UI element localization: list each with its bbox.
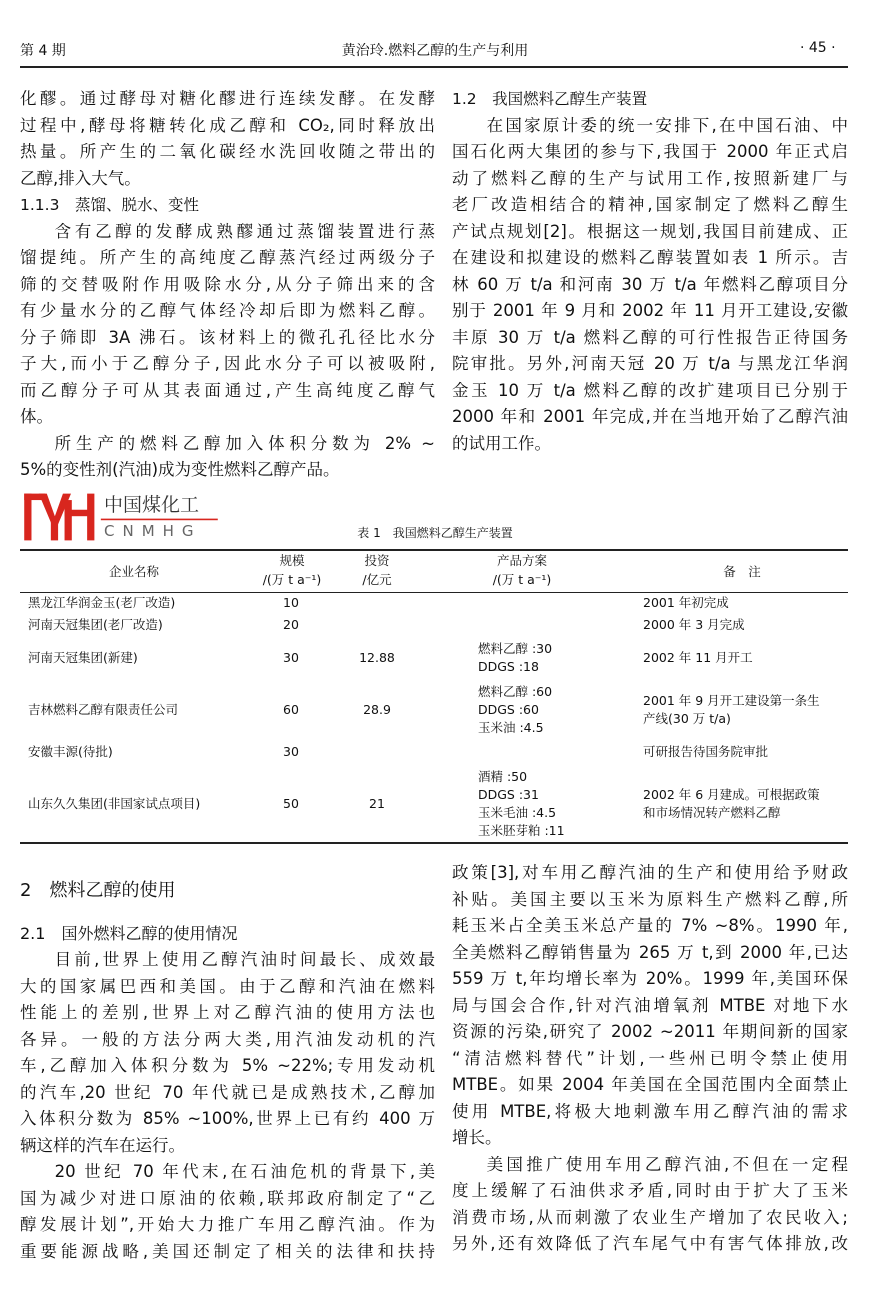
- running-title: 黄治玲.燃料乙醇的生产与利用: [341, 43, 529, 59]
- text-line: 在国家原计委的统一安排下,在中国石油、中: [486, 115, 848, 135]
- right-column-top: [452, 86, 848, 457]
- text-line: 子大,而小于乙醇分子,因此水分子可以被吸附,: [20, 354, 435, 373]
- text-line: 5%的变性剂(汽油)成为变性燃料乙醇产品。: [20, 460, 340, 479]
- header-scale-unit: /(万 t a⁻¹): [262, 572, 322, 587]
- cell-note: 和市场情况转产燃料乙醇: [643, 805, 781, 820]
- cell-company: 河南天冠集团(新建): [28, 650, 138, 665]
- text-line: 辆这样的汽车在运行。: [20, 1135, 185, 1155]
- subheading: 1.1.3 蒸馏、脱水、变性: [20, 196, 199, 214]
- text-line: 的汽车,20 世纪 70 年代就已是成熟技术,乙醇加: [20, 1082, 435, 1102]
- header-scale: 规模: [279, 553, 305, 568]
- text-line: 2000 年和 2001 年完成,并在当地开始了乙醇汽油: [452, 407, 848, 426]
- text-line: 耗玉米占全美玉米总产量的 7% ~8%。1990 年,: [452, 916, 848, 935]
- text-line: 老厂改造相结合的精神,国家制定了燃料乙醇生: [452, 195, 848, 214]
- table-header-rule: [20, 592, 848, 593]
- cell-company: 黑龙江华润金玉(老厂改造): [28, 595, 176, 610]
- table-caption: 表 1 我国燃料乙醇生产装置: [357, 526, 513, 540]
- left-column-top: [20, 86, 435, 484]
- text-line: “清洁燃料替代”计划,一些州已明令禁止使用: [452, 1048, 848, 1068]
- header-product: 产品方案: [496, 553, 548, 568]
- subheading: 1.2 我国燃料乙醇生产装置: [452, 90, 648, 108]
- cell-company: 吉林燃料乙醇有限责任公司: [28, 702, 179, 717]
- text-line: 补贴。美国主要以玉米为原料生产燃料乙醇,所: [452, 889, 848, 909]
- cell-scale: 50: [283, 796, 299, 811]
- text-line: 筛的交替吸附作用吸除水分,从分子筛出来的含: [20, 274, 435, 294]
- cell-product: 玉米胚芽粕 :11: [478, 823, 565, 838]
- text-line: 所生产的燃料乙醇加入体积分数为 2% ~: [54, 433, 435, 453]
- text-line: 化醪。通过酵母对糖化醪进行连续发酵。在发酵: [20, 89, 435, 108]
- right-column-bottom: [452, 860, 848, 1258]
- cell-company: 河南天冠集团(老厂改造): [28, 617, 163, 632]
- section-heading: 2 燃料乙醇的使用: [20, 880, 176, 901]
- text-line: 使用 MTBE,将极大地刺激车用乙醇汽油的需求: [452, 1101, 848, 1121]
- text-line: 车,乙醇加入体积分数为 5% ~22%;专用发动机: [20, 1056, 435, 1075]
- cell-note: 2001 年 9 月开工建设第一条生: [643, 693, 820, 708]
- cell-scale: 10: [283, 595, 299, 610]
- text-line: 重要能源战略,美国还制定了相关的法律和扶持: [20, 1241, 435, 1261]
- table-bottom-rule: [20, 842, 848, 844]
- text-line: 产试点规划[2]。根据这一规划,我国目前建成、正: [452, 221, 848, 241]
- issue-number: 第 4 期: [20, 43, 66, 59]
- cell-note: 2001 年初完成: [643, 595, 729, 610]
- text-line: 动了燃料乙醇的生产与试用工作,按照新建厂与: [452, 168, 848, 188]
- watermark-logo: [24, 492, 224, 542]
- header-invest-unit: /亿元: [362, 572, 392, 587]
- cell-scale: 20: [283, 617, 299, 632]
- text-line: 含有乙醇的发酵成熟醪通过蒸馏装置进行蒸: [54, 221, 435, 241]
- cell-scale: 60: [283, 702, 299, 717]
- text-line: 国为减少对进口原油的依赖,联邦政府制定了“乙: [20, 1188, 435, 1208]
- cell-product: 玉米毛油 :4.5: [478, 805, 557, 820]
- cell-note: 2002 年 6 月建成。可根据政策: [643, 787, 820, 802]
- text-line: 全美燃料乙醇销售量为 265 万 t,到 2000 年,已达: [452, 942, 848, 962]
- cell-product: DDGS :18: [478, 659, 539, 674]
- text-line: 性能上的差别,世界上对乙醇汽油的使用方法也: [20, 1003, 435, 1022]
- cell-invest: 21: [369, 796, 385, 811]
- header-invest: 投资: [364, 553, 390, 568]
- text-line: 热量。所产生的二氧化碳经水洗回收随之带出的: [20, 142, 435, 161]
- header-rule: [20, 66, 848, 68]
- cell-product: 燃料乙醇 :60: [478, 684, 553, 699]
- text-line: 分子筛即 3A 沸石。该材料上的微孔孔径比水分: [20, 327, 435, 347]
- text-line: 过程中,酵母将糖转化成乙醇和 CO₂,同时释放出: [20, 115, 435, 135]
- text-line: 目前,世界上使用乙醇汽油时间最长、成效最: [54, 950, 435, 969]
- text-line: 体。: [20, 407, 53, 426]
- cell-note: 2000 年 3 月完成: [643, 617, 745, 632]
- table-top-rule: [20, 549, 848, 551]
- text-line: 各异。一般的方法分两大类,用汽油发动机的汽: [20, 1029, 435, 1049]
- text-line: 559 万 t,年均增长率为 20%。1999 年,美国环保: [452, 969, 848, 988]
- cell-product: 玉米油 :4.5: [478, 720, 544, 735]
- text-line: 政策[3],对车用乙醇汽油的生产和使用给予财政: [452, 863, 848, 882]
- cell-company: 安徽丰源(待批): [28, 744, 113, 759]
- text-line: 丰原 30 万 t/a 燃料乙醇的可行性报告正待国务: [452, 327, 848, 347]
- text-line: 林 60 万 t/a 和河南 30 万 t/a 年燃料乙醇项目分: [452, 274, 848, 294]
- cell-product: 燃料乙醇 :30: [478, 641, 553, 656]
- page-number: · 45 ·: [800, 40, 836, 56]
- text-line: 另外,还有效降低了汽车尾气中有害气体排放,改: [452, 1234, 848, 1253]
- text-line: MTBE。如果 2004 年美国在全国范围内全面禁止: [452, 1075, 848, 1094]
- text-line: 入体积分数为 85% ~100%,世界上已有约 400 万: [20, 1109, 435, 1128]
- cell-note: 可研报告待国务院审批: [643, 744, 769, 759]
- left-column-bottom: [20, 947, 435, 1265]
- text-line: 有少量水分的乙醇气体经冷却后即为燃料乙醇。: [20, 301, 435, 320]
- text-line: 的试用工作。: [452, 433, 551, 453]
- text-line: 乙醇,排入大气。: [20, 168, 141, 188]
- text-line: 资源的污染,研究了 2002 ~2011 年期间新的国家: [452, 1022, 848, 1041]
- text-line: 20 世纪 70 年代末,在石油危机的背景下,美: [54, 1162, 435, 1181]
- watermark-en: CNMHG: [104, 522, 202, 540]
- cell-note: 2002 年 11 月开工: [643, 650, 753, 665]
- subsection-heading: 2.1 国外燃料乙醇的使用情况: [20, 924, 238, 943]
- text-line: 增长。: [452, 1128, 502, 1147]
- text-line: 在建设和拟建设的燃料乙醇装置如表 1 所示。吉: [452, 248, 848, 267]
- cell-scale: 30: [283, 744, 299, 759]
- text-line: 大的国家属巴西和美国。由于乙醇和汽油在燃料: [20, 976, 435, 996]
- watermark-cn: 中国煤化工: [104, 494, 200, 516]
- cell-invest: 28.9: [363, 702, 391, 717]
- text-line: 而乙醇分子可从其表面通过,产生高纯度乙醇气: [20, 380, 435, 400]
- header-product-unit: /(万 t a⁻¹): [492, 572, 552, 587]
- text-line: 馏提纯。所产生的高纯度乙醇蒸汽经过两级分子: [20, 248, 435, 267]
- cell-product: DDGS :31: [478, 787, 539, 802]
- cell-company: 山东久久集团(非国家试点项目): [28, 796, 201, 811]
- text-line: 国石化两大集团的参与下,我国于 2000 年正式启: [452, 142, 848, 161]
- text-line: 金玉 10 万 t/a 燃料乙醇的改扩建项目已分别于: [452, 380, 848, 400]
- text-line: 局与国会合作,针对汽油增氧剂 MTBE 对地下水: [452, 995, 848, 1015]
- cell-product: 酒精 :50: [478, 769, 528, 784]
- text-line: 别于 2001 年 9 月和 2002 年 11 月开工建设,安徽: [452, 301, 848, 320]
- text-line: 美国推广使用车用乙醇汽油,不但在一定程: [486, 1154, 848, 1174]
- text-line: 度上缓解了石油供求矛盾,同时由于扩大了玉米: [452, 1181, 848, 1200]
- header-note: 备 注: [723, 564, 761, 579]
- header-company: 企业名称: [108, 564, 160, 579]
- cell-product: DDGS :60: [478, 702, 539, 717]
- text-line: 消费市场,从而刺激了农业生产增加了农民收入;: [452, 1207, 848, 1227]
- text-line: 醇发展计划”,开始大力推广车用乙醇汽油。作为: [20, 1215, 435, 1234]
- cell-note: 产线(30 万 t/a): [643, 711, 731, 726]
- text-line: 院审批。另外,河南天冠 20 万 t/a 与黑龙江华润: [452, 354, 848, 373]
- cell-scale: 30: [283, 650, 299, 665]
- cell-invest: 12.88: [359, 650, 395, 665]
